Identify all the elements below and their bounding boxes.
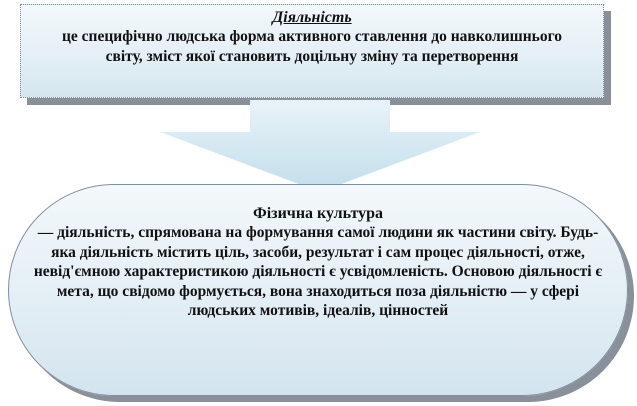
activity-definition-text: це специфічно людська форма активного ставлення до навколишнього світу, зміст якої становить доцільну зміну та перетворення <box>61 28 563 65</box>
activity-title: Діяльність <box>272 9 352 26</box>
down-arrow <box>160 100 480 192</box>
physical-culture-title: Фізична культура <box>252 205 384 222</box>
physical-culture-content <box>28 205 608 321</box>
definition-box-activity <box>20 4 604 98</box>
physical-culture-definition-text: — діяльність, спрямована на формування самої людини як частини світу. Будь-яка діяльність містить ціль, засоби, результат і сам процес діяльності, отже, невід'ємною характеристикою діяльності є усвідомленість. Основою діяльності є мета, що свідомо формується, вона знаходиться поза діяльністю — у сфері людських мотивів, ідеалів, цінностей <box>33 224 603 319</box>
